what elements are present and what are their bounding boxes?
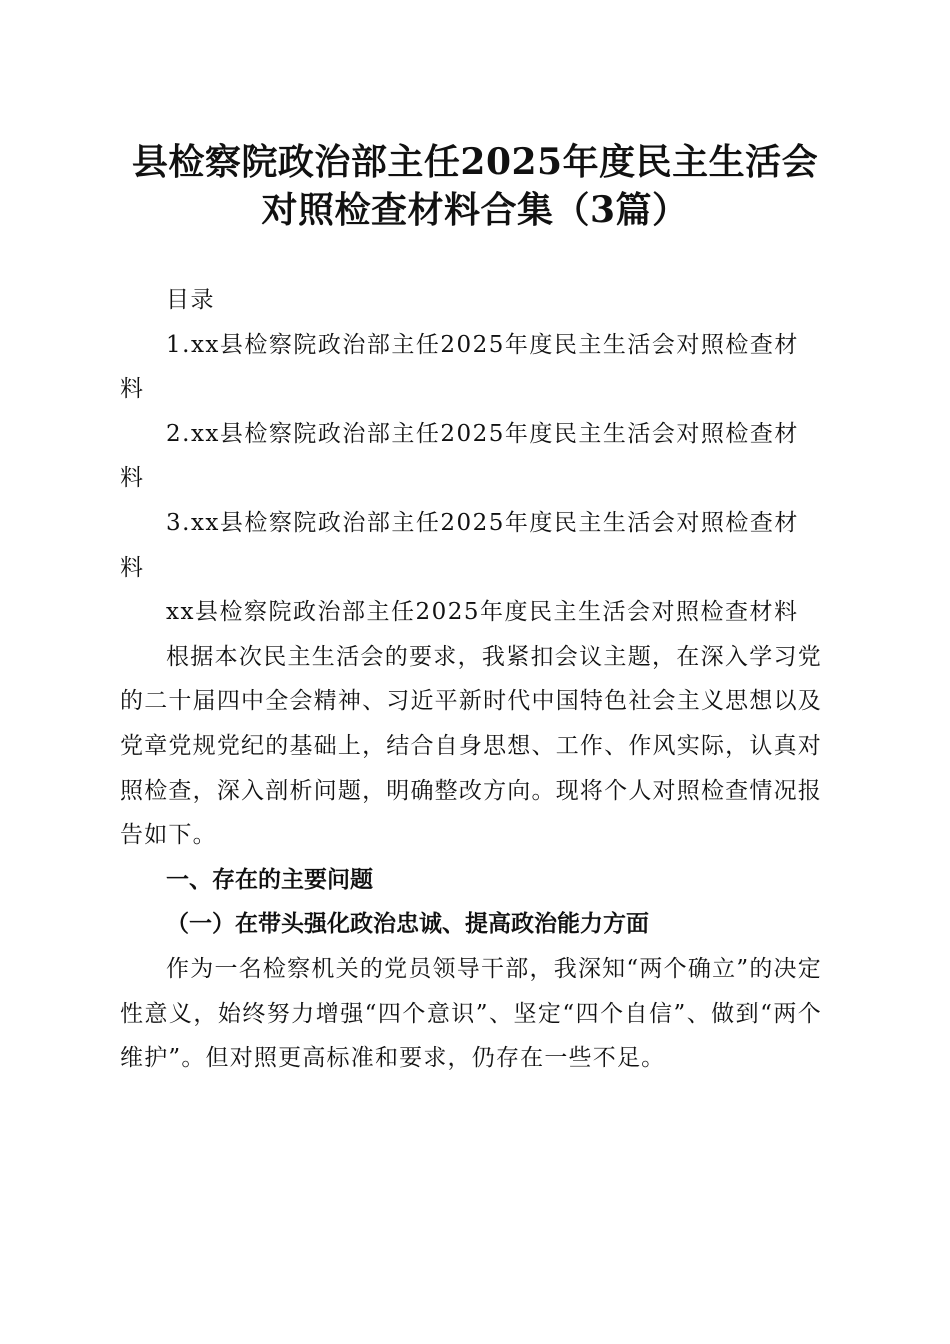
subsection-paragraph-1: 作为一名检察机关的党员领导干部，我深知“两个确立”的决定性意义，始终努力增强“四个意识”、坚定“四个自信”、做到“两个维护”。但对照更高标准和要求，仍存在一些不足。 [120,955,822,1072]
toc-label: 目录 [166,287,215,313]
toc-item-1: 1.xx县检察院政治部主任2025年度民主生活会对照检查材料 [120,331,799,403]
intro-paragraph: 根据本次民主生活会的要求，我紧扣会议主题，在深入学习党的二十届四中全会精神、习近平新时代中国特色社会主义思想以及党章党规党纪的基础上，结合自身思想、工作、作风实际，认真对照检查，深入剖析问题，明确整改方向。现将个人对照检查情况报告如下。 [120,643,822,849]
section-heading-1: 一、存在的主要问题 [166,866,373,893]
article-title: xx县检察院政治部主任2025年度民主生活会对照检查材料 [166,599,799,626]
toc-item-2: 2.xx县检察院政治部主任2025年度民主生活会对照检查材料 [120,420,799,492]
document-body [120,278,822,1081]
subsection-heading-1: （一）在带头强化政治忠诚、提高政治能力方面 [166,910,649,938]
toc-item-3: 3.xx县检察院政治部主任2025年度民主生活会对照检查材料 [120,509,799,581]
document-title: 县检察院政治部主任2025年度民主生活会对照检查材料合集（3篇） [131,141,819,231]
